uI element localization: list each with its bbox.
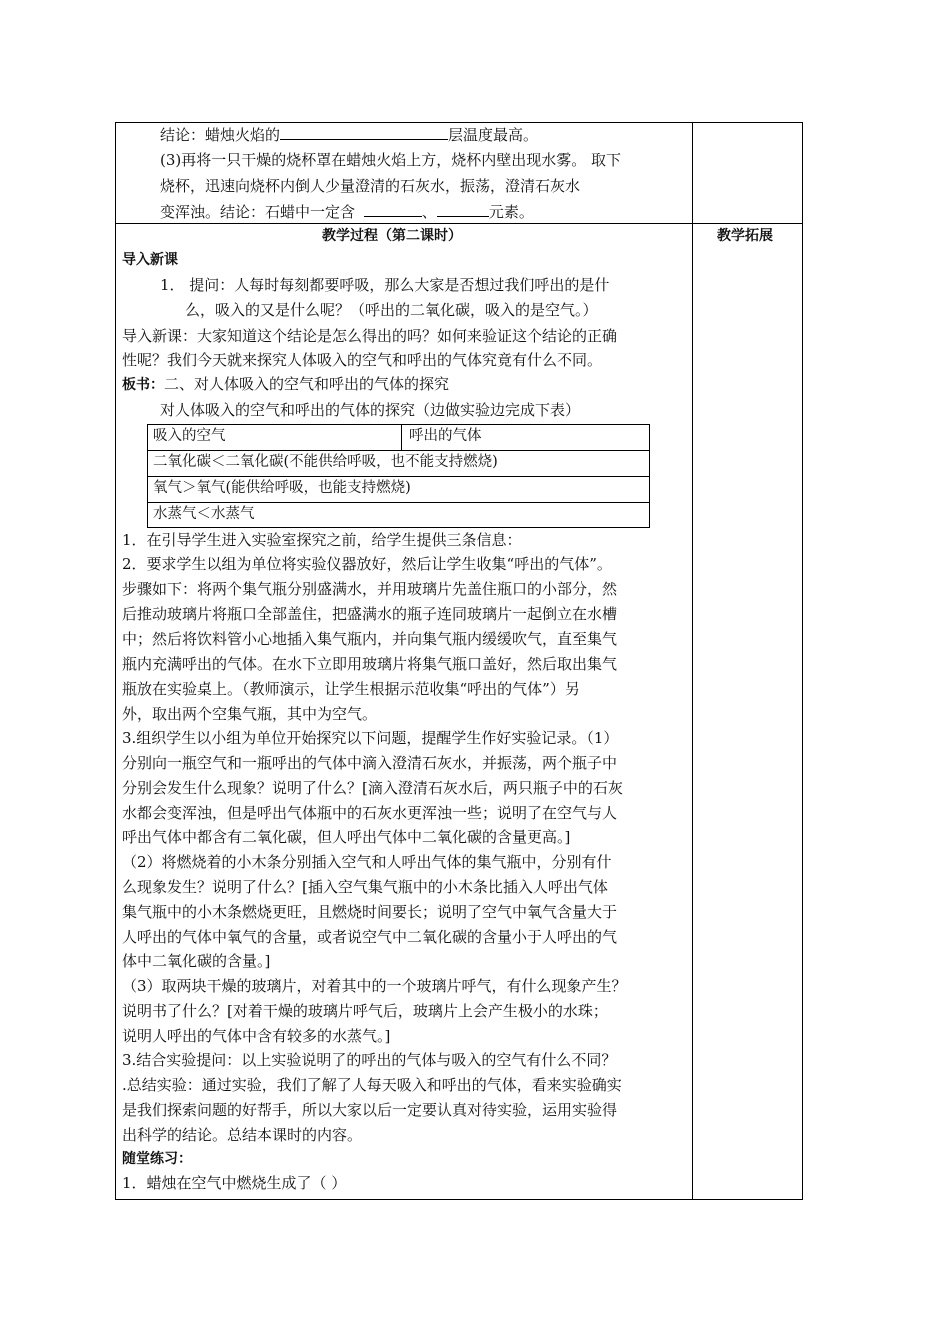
board-subtitle: 对人体吸入的空气和呼出的气体的探究（边做实验边完成下表） (160, 401, 581, 419)
paragraph-2-line: 外，取出两个空集气瓶，其中为空气。 (122, 705, 378, 723)
paragraph-3-line: 分别会发生什么现象？说明了什么？[滴入澄清石灰水后，两只瓶子中的石灰 (122, 779, 623, 797)
paragraph-2-line: 后推动玻璃片将瓶口全部盖住，把盛满水的瓶子连同玻璃片一起倒立在水槽 (122, 605, 618, 623)
paragraph-5-line: 说明书了什么？[对着干燥的玻璃片呼气后，玻璃片上会产生极小的水珠； (122, 1002, 608, 1020)
paragraph-3-line: 分别向一瓶空气和一瓶呼出的气体中滴入澄清石灰水，并振荡，两个瓶子中 (122, 754, 618, 772)
answer-blank (437, 201, 489, 217)
step3-line-1: (3)再将一只干燥的烧杯罩在蜡烛火焰上方，烧杯内壁出现水雾。 取下 (160, 151, 622, 169)
intro-paragraph-line-1: 导入新课：大家知道这个结论是怎么得出的吗？如何来验证这个结论的正确 (122, 327, 618, 345)
table-column-divider (692, 122, 693, 1200)
paragraph-2-line: 瓶放在实验桌上。（教师演示，让学生根据示范收集“呼出的气体”）另 (122, 680, 580, 698)
paragraph-4-line: 集气瓶中的小木条燃烧更旺，且燃烧时间要长；说明了空气中氧气含量大于 (122, 903, 618, 921)
table-row: 水蒸气＜水蒸气 (153, 506, 255, 522)
comparison-table-line (401, 424, 402, 450)
header-inhaled-air: 吸入的空气 (153, 428, 226, 444)
paragraph-5-line: （3）取两块干燥的玻璃片，对着其中的一个玻璃片呼气，有什么现象产生？ (122, 977, 627, 995)
paragraph-3-line: 呼出气体中都含有二氧化碳，但人呼出气体中二氧化碳的含量更高。] (122, 828, 571, 846)
step3-line3-sep: 、 (421, 203, 437, 221)
paragraph-1: 1．在引导学生进入实验室探究之前，给学生提供三条信息： (122, 531, 522, 549)
paragraph-2-line: 2．要求学生以组为单位将实验仪器放好，然后让学生收集“呼出的气体”。 (122, 555, 612, 573)
paragraph-4-line: 人呼出的气体中氧气的含量，或者说空气中二氧化碳的含量小于人呼出的气 (122, 928, 618, 946)
main-column-title: 教学过程（第二课时） (322, 228, 462, 244)
table-row-divider (115, 223, 803, 224)
answer-blank (364, 201, 422, 217)
comparison-table-line (147, 502, 650, 503)
conclusion-prefix: 结论：蜡烛火焰的 (160, 126, 281, 144)
comparison-table-line (147, 424, 148, 528)
paragraph-7-line: 出科学的结论。总结本课时的内容。 (122, 1126, 363, 1144)
table-border-bottom (115, 1199, 803, 1200)
paragraph-7-line: .总结实验：通过实验，我们了解了人每天吸入和呼出的气体，看来实验确实 (122, 1076, 622, 1094)
question-1-line-1: 1． 提问：人每时每刻都要呼吸，那么大家是否想过我们呼出的是什 (160, 276, 610, 294)
practice-heading: 随堂练习： (122, 1151, 192, 1167)
comparison-table-line (147, 476, 650, 477)
step3-line-3 (160, 201, 534, 222)
header-exhaled-gas: 呼出的气体 (409, 428, 482, 444)
step3-line-2: 烧杯，迅速向烧杯内倒人少量澄清的石灰水，振荡，澄清石灰水 (160, 177, 581, 195)
table-border-left (115, 122, 116, 1200)
practice-question-1: 1．蜡烛在空气中燃烧生成了（ ） (122, 1174, 347, 1192)
board-note (122, 374, 449, 395)
intro-heading: 导入新课 (122, 252, 178, 268)
step3-line3-suffix: 元素。 (488, 203, 534, 221)
table-row: 二氧化碳＜二氧化碳(不能供给呼吸，也不能支持燃烧) (153, 454, 498, 470)
comparison-table-line (147, 450, 650, 451)
conclusion-flame-layer (160, 124, 538, 145)
paragraph-7-line: 是我们探索问题的好帮手，所以大家以后一定要认真对待实验，运用实验得 (122, 1101, 618, 1119)
table-border-top (115, 122, 803, 123)
answer-blank (280, 124, 448, 140)
conclusion-suffix: 层温度最高。 (448, 126, 539, 144)
paragraph-6: 3.结合实验提问：以上实验说明了的呼出的气体与吸入的空气有什么不同？ (122, 1051, 617, 1069)
paragraph-3-line: 3.组织学生以小组为单位开始探究以下问题，提醒学生作好实验记录。（1） (122, 729, 619, 747)
intro-paragraph-line-2: 性呢？我们今天就来探究人体吸入的空气和呼出的气体究竟有什么不同。 (122, 351, 603, 369)
table-row: 氧气＞氧气(能供给呼吸，也能支持燃烧) (153, 480, 411, 496)
comparison-table (147, 424, 650, 528)
paragraph-3-line: 水都会变浑浊，但是呼出气体瓶中的石灰水更浑浊一些；说明了在空气与人 (122, 804, 618, 822)
paragraph-5-line: 说明人呼出的气体中含有较多的水蒸气。] (122, 1027, 391, 1045)
paragraph-2-line: 步骤如下：将两个集气瓶分别盛满水，并用玻璃片先盖住瓶口的小部分，然 (122, 580, 618, 598)
paragraph-2-line: 瓶内充满呼出的气体。在水下立即用玻璃片将集气瓶口盖好，然后取出集气 (122, 655, 618, 673)
paragraph-4-line: 么现象发生？说明了什么？[插入空气集气瓶中的小木条比插入人呼出气体 (122, 878, 608, 896)
board-label: 板书： (122, 377, 164, 393)
question-1-line-2: 么，吸入的又是什么呢？（呼出的二氧化碳，吸入的是空气。） (185, 301, 598, 319)
comparison-table-line (147, 424, 650, 425)
table-border-right (802, 122, 803, 1200)
comparison-table-line (147, 527, 650, 528)
side-column-title: 教学拓展 (717, 228, 773, 244)
paragraph-4-line: 体中二氧化碳的含量。] (122, 952, 271, 970)
board-text: 二、对人体吸入的空气和呼出的气体的探究 (164, 375, 450, 393)
paragraph-2-line: 中；然后将饮料管小心地插入集气瓶内，并向集气瓶内缓缓吹气，直至集气 (122, 630, 618, 648)
step3-line3-prefix: 变浑浊。结论：石蜡中一定含 (160, 203, 356, 221)
paragraph-4-line: （2）将燃烧着的小木条分别插入空气和人呼出气体的集气瓶中，分别有什 (122, 853, 612, 871)
comparison-table-line (649, 424, 650, 528)
